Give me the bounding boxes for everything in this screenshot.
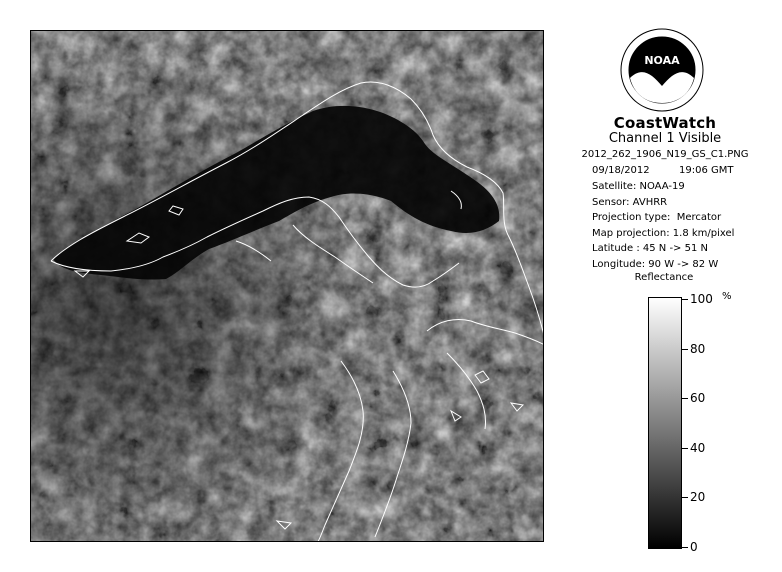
- colorbar-tick-label: 100: [690, 292, 713, 306]
- acquisition-time: 19:06 GMT: [679, 165, 734, 176]
- projection-type-label: Projection type: Mercator: [592, 212, 722, 223]
- colorbar-tick-label: 80: [690, 342, 706, 356]
- image-filename: 2012_262_1906_N19_GS_C1.PNG: [581, 149, 749, 160]
- colorbar-tick: [682, 547, 688, 548]
- colorbar-tick: [682, 398, 688, 399]
- map-projection-label: Map projection: 1.8 km/pixel: [592, 228, 735, 239]
- page-title: CoastWatch: [613, 114, 717, 132]
- noaa-logo-text: NOAA: [644, 54, 680, 67]
- latitude-label: Latitude : 45 N -> 51 N: [592, 243, 708, 254]
- colorbar-tick: [682, 349, 688, 350]
- satellite-image-svg: [31, 31, 544, 542]
- colorbar-tick: [682, 299, 688, 300]
- colorbar-tick-label: 20: [690, 490, 706, 504]
- colorbar-tick-label: 40: [690, 441, 706, 455]
- satellite-label: Satellite: NOAA-19: [592, 181, 685, 192]
- colorbar-tick: [682, 448, 688, 449]
- channel-subtitle: Channel 1 Visible: [608, 131, 722, 146]
- dark-water-left: [31, 31, 544, 542]
- satellite-image: [30, 30, 544, 542]
- colorbar-unit: %: [722, 291, 732, 302]
- colorbar-tick-label: 60: [690, 391, 706, 405]
- colorbar-tick-label: 0: [690, 540, 698, 554]
- longitude-label: Longitude: 90 W -> 82 W: [592, 259, 719, 270]
- sensor-label: Sensor: AVHRR: [592, 197, 668, 208]
- noaa-logo: [620, 28, 704, 112]
- colorbar-tick: [682, 497, 688, 498]
- colorbar: [648, 297, 682, 549]
- colorbar-title: Reflectance: [634, 272, 694, 283]
- acquisition-date: 09/18/2012: [592, 165, 650, 176]
